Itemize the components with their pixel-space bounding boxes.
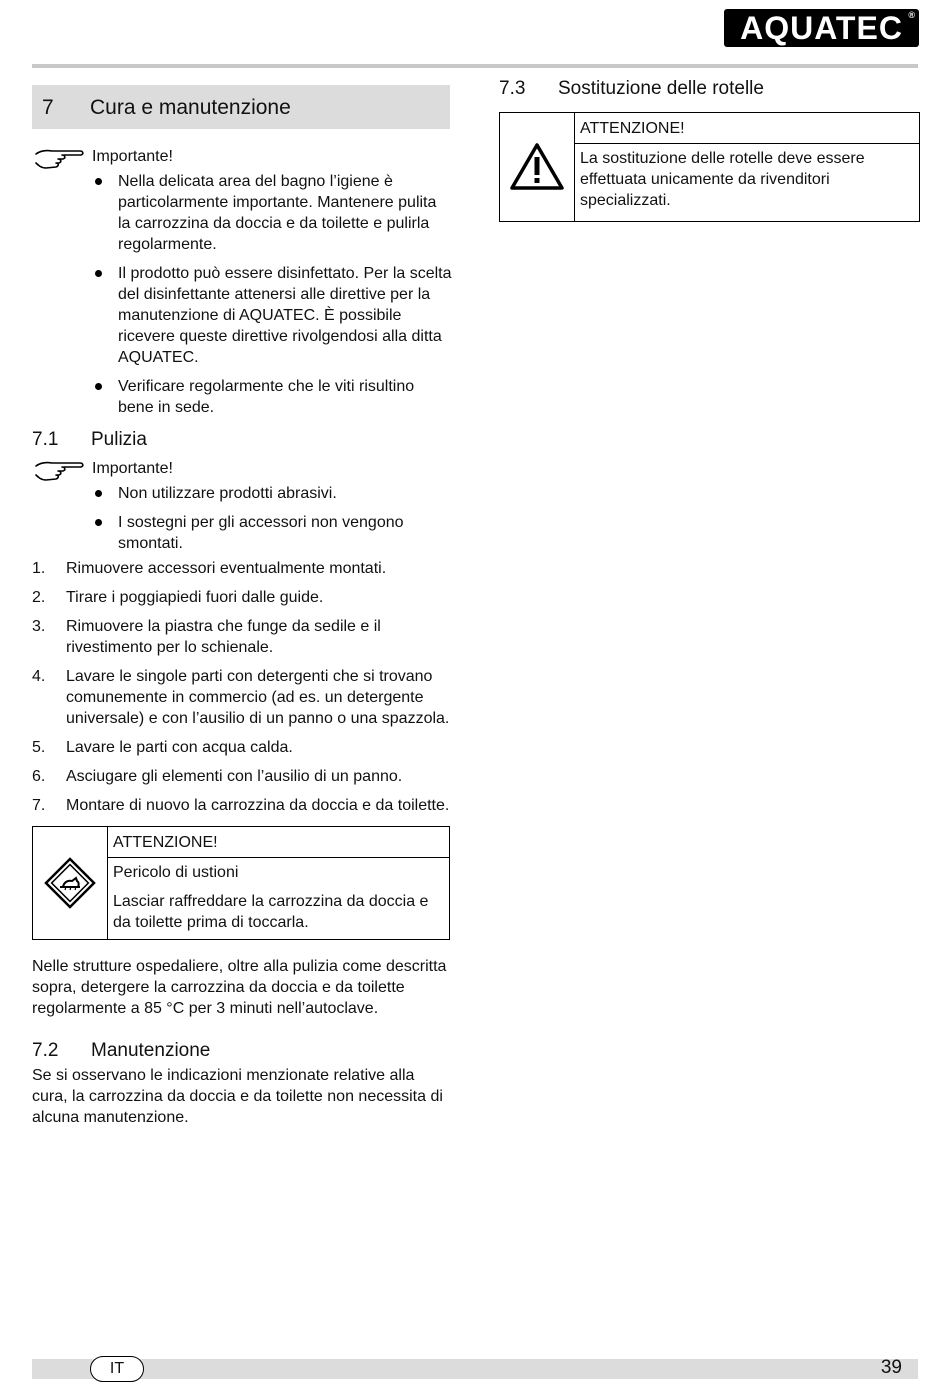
- language-badge: IT: [90, 1356, 144, 1382]
- step-number: 6.: [32, 768, 46, 785]
- section-title: Pulizia: [91, 429, 147, 450]
- logo-text: AQUATEC: [740, 10, 903, 46]
- step-number: 4.: [32, 668, 46, 685]
- section-heading-7-2: [32, 1039, 452, 1063]
- warning-body: [575, 144, 919, 221]
- note-title: Importante!: [92, 460, 173, 477]
- warning-line: Lasciar raffreddare la carrozzina da doccia e da toilette prima di toccarla.: [113, 893, 429, 931]
- list-item: I sostegni per gli accessori non vengono smontati.: [92, 512, 452, 554]
- section-heading-7-1: [32, 428, 452, 452]
- burn-warning-box: [32, 826, 450, 940]
- list-item: Non utilizzare prodotti abrasivi.: [92, 483, 452, 504]
- warning-title: ATTENZIONE!: [575, 113, 919, 144]
- step-text: Lavare le singole parti con detergenti che si trovano comunemente in commercio (ad es. un detergente universale) e con l’ausilio di un panno o una spazzola.: [66, 668, 450, 727]
- list-item: [32, 795, 452, 816]
- left-column: [32, 85, 452, 1128]
- list-item: [32, 737, 452, 758]
- step-number: 7.: [32, 797, 46, 814]
- list-item: Nella delicata area del bagno l’igiene è particolarmente importante. Mantenere pulita la carrozzina da doccia e da toilette e pulirla regolarmente.: [92, 171, 452, 255]
- section-title: Sostituzione delle rotelle: [558, 78, 764, 99]
- warning-line: La sostituzione delle rotelle deve essere effettuata unicamente da rivenditori specializzati.: [580, 150, 865, 209]
- page-number: 39: [880, 1357, 902, 1378]
- note-bullets: [92, 171, 452, 418]
- section-title: Manutenzione: [91, 1040, 211, 1061]
- list-item: [32, 766, 452, 787]
- list-item: [32, 616, 452, 658]
- step-text: Montare di nuovo la carrozzina da doccia e da toilette.: [66, 797, 450, 814]
- section-number: 7.2: [32, 1040, 59, 1061]
- warning-body: [108, 858, 449, 939]
- warning-icon-cell: [500, 113, 575, 221]
- hot-surface-icon: [43, 856, 97, 910]
- step-text: Rimuovere la piastra che funge da sedile e il rivestimento per lo schienale.: [66, 618, 381, 656]
- warning-text-cell: [575, 113, 919, 221]
- step-text: Rimuovere accessori eventualmente montati.: [66, 560, 387, 577]
- step-number: 1.: [32, 560, 46, 577]
- step-number: 2.: [32, 589, 46, 606]
- note-bullets: [92, 483, 452, 554]
- header-divider: [32, 64, 918, 68]
- maintenance-paragraph: Se si osservano le indicazioni menzionate relative alla cura, la carrozzina da doccia e da toilette non necessita di alcuna manutenzione.: [32, 1067, 443, 1126]
- warning-line: Pericolo di ustioni: [113, 864, 239, 881]
- list-item: Il prodotto può essere disinfettato. Per la scelta del disinfettante attenersi alle direttive per la manutenzione di AQUATEC. È possibile ricevere queste direttive rivolgendosi alla ditta AQUATEC.: [92, 263, 452, 368]
- warning-title: ATTENZIONE!: [108, 827, 449, 858]
- section-number: 7.3: [499, 78, 526, 99]
- step-text: Asciugare gli elementi con l’ausilio di un panno.: [66, 768, 403, 785]
- right-column: [499, 77, 920, 222]
- registered-mark: ®: [908, 10, 916, 20]
- hospital-paragraph: Nelle strutture ospedaliere, oltre alla pulizia come descritta sopra, detergere la carrozzina da doccia e da toilette regolarmente a 85 °C per 3 minuti nell’autoclave.: [32, 958, 447, 1017]
- warning-text-cell: [108, 827, 449, 939]
- footer-bar: [32, 1359, 918, 1379]
- note-title: Importante!: [92, 148, 173, 165]
- important-note: [32, 146, 452, 418]
- pointing-hand-icon: [34, 146, 86, 172]
- step-text: Lavare le parti con acqua calda.: [66, 739, 293, 756]
- list-item: [32, 666, 452, 729]
- wheel-warning-box: [499, 112, 920, 222]
- pointing-hand-icon: [34, 458, 86, 484]
- chapter-title: Cura e manutenzione: [90, 95, 291, 119]
- list-item: [32, 558, 452, 579]
- list-item: [32, 587, 452, 608]
- hot-surface-icon-cell: [33, 827, 108, 939]
- section-heading-7-3: [499, 77, 920, 101]
- step-text: Tirare i poggiapiedi fuori dalle guide.: [66, 589, 324, 606]
- cleaning-note: [32, 458, 452, 554]
- chapter-number: 7: [42, 95, 54, 119]
- section-number: 7.1: [32, 429, 59, 450]
- chapter-heading: [32, 85, 450, 129]
- cleaning-steps: [32, 558, 452, 816]
- aquatec-logo: [724, 9, 919, 47]
- list-item: Verificare regolarmente che le viti risultino bene in sede.: [92, 376, 452, 418]
- warning-triangle-icon: [509, 142, 565, 192]
- step-number: 3.: [32, 618, 46, 635]
- step-number: 5.: [32, 739, 46, 756]
